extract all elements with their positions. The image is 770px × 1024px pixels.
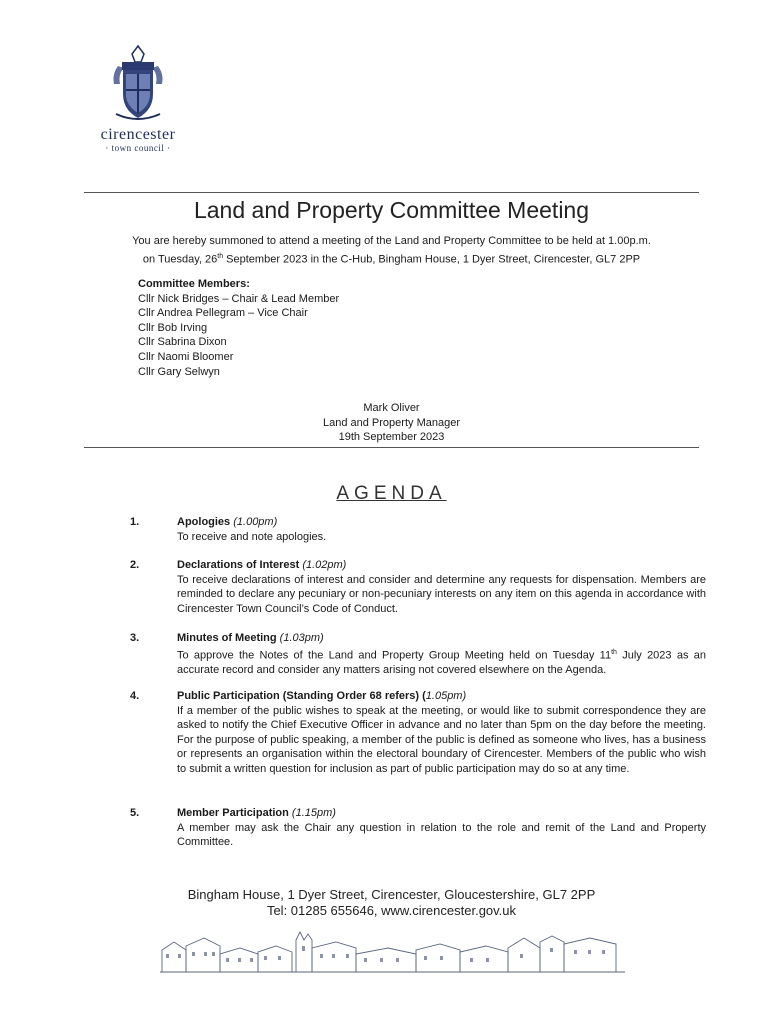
signatory-name: Mark Oliver	[363, 402, 420, 414]
member-item: Cllr Naomi Bloomer	[138, 350, 234, 363]
agenda-item-heading: Public Participation (Standing Order 68 refers) (	[177, 690, 426, 702]
agenda-item-time: (1.02pm)	[302, 559, 347, 571]
agenda-item-number: 5.	[130, 807, 140, 819]
agenda-item-number: 1.	[130, 516, 140, 528]
footer-address: Bingham House, 1 Dyer Street, Cirencester, Gloucestershire, GL7 2PP	[187, 887, 596, 902]
agenda-item-member-participation	[130, 806, 706, 850]
town-skyline-illustration	[160, 928, 625, 978]
member-item: Cllr Bob Irving	[138, 321, 208, 334]
agenda-item-number: 2.	[130, 559, 140, 571]
agenda-heading: AGENDA	[336, 483, 447, 504]
agenda-item-declarations	[130, 558, 706, 616]
agenda-item-time: (1.00pm)	[233, 516, 278, 528]
agenda-item-description: If a member of the public wishes to speak at the meeting, or would like to submit correspondence they are asked to notify the Chief Executive Officer in advance and no later than 5pm on the day before the meeting. For the purpose of public speaking, a member of the public is defined as someone who lives, has a business or represents an organisation within the electoral boundary of Cirencester. Members of the public who wish to submit a written question for inclusion as part of public participation may do so at any time.	[177, 704, 706, 775]
summons-line-2: on Tuesday, 26th September 2023 in the C-Hub, Bingham House, 1 Dyer Street, Cirencester, GL7 2PP	[142, 253, 641, 266]
member-item: Cllr Nick Bridges – Chair & Lead Member	[138, 292, 340, 305]
page-footer	[84, 887, 699, 919]
agenda-item-heading: Member Participation	[177, 807, 289, 819]
committee-members	[138, 277, 339, 379]
logo-wordmark: cirencester	[100, 126, 176, 143]
member-item: Cllr Sabrina Dixon	[138, 336, 227, 349]
agenda-item-heading: Declarations of Interest	[177, 559, 300, 571]
member-item: Cllr Gary Selwyn	[138, 365, 220, 378]
signatory-role: Land and Property Manager	[323, 416, 460, 429]
bottom-divider	[84, 447, 699, 448]
agenda-item-heading: Minutes of Meeting	[177, 632, 277, 644]
logo-subtitle: · town council ·	[105, 143, 171, 153]
coat-of-arms-icon	[108, 44, 168, 124]
agenda-item-apologies	[130, 515, 706, 544]
signature-date: 19th September 2023	[338, 431, 445, 444]
council-logo	[86, 44, 190, 153]
agenda-item-time: 1.05pm)	[425, 690, 467, 702]
agenda-item-description: A member may ask the Chair any question in relation to the role and remit of the Land and Property Committee.	[177, 821, 706, 849]
member-item: Cllr Andrea Pellegram – Vice Chair	[138, 307, 308, 320]
agenda-item-public-participation	[130, 689, 706, 777]
footer-contact: Tel: 01285 655646, www.cirencester.gov.uk	[266, 903, 517, 918]
agenda-item-description: To receive and note apologies.	[177, 530, 327, 543]
top-divider	[84, 192, 699, 193]
signature-block	[84, 401, 699, 445]
agenda-item-description: To approve the Notes of the Land and Property Group Meeting held on Tuesday 11th July 2023 as an accurate record and consider any matters arising not covered elsewhere on the Agenda.	[177, 648, 706, 676]
meeting-summons	[84, 234, 699, 268]
agenda-item-description: To receive declarations of interest and consider and determine any requests for dispensation. Members are reminded to declare any pecuniary or non-pecuniary interests on any item on this agenda in accordance with Cirencester Town Council’s Code of Conduct.	[177, 573, 706, 615]
summons-line-1: You are hereby summoned to attend a meeting of the Land and Property Committee to be held at 1.00p.m.	[132, 235, 651, 247]
agenda-item-heading: Apologies	[177, 516, 231, 528]
agenda-item-time: (1.03pm)	[279, 632, 324, 644]
members-heading: Committee Members:	[138, 278, 250, 290]
agenda-item-number: 4.	[130, 690, 140, 702]
agenda-item-minutes	[130, 631, 706, 677]
page-title: Land and Property Committee Meeting	[193, 197, 590, 223]
agenda-item-time: (1.15pm)	[291, 807, 336, 819]
agenda-item-number: 3.	[130, 632, 140, 644]
